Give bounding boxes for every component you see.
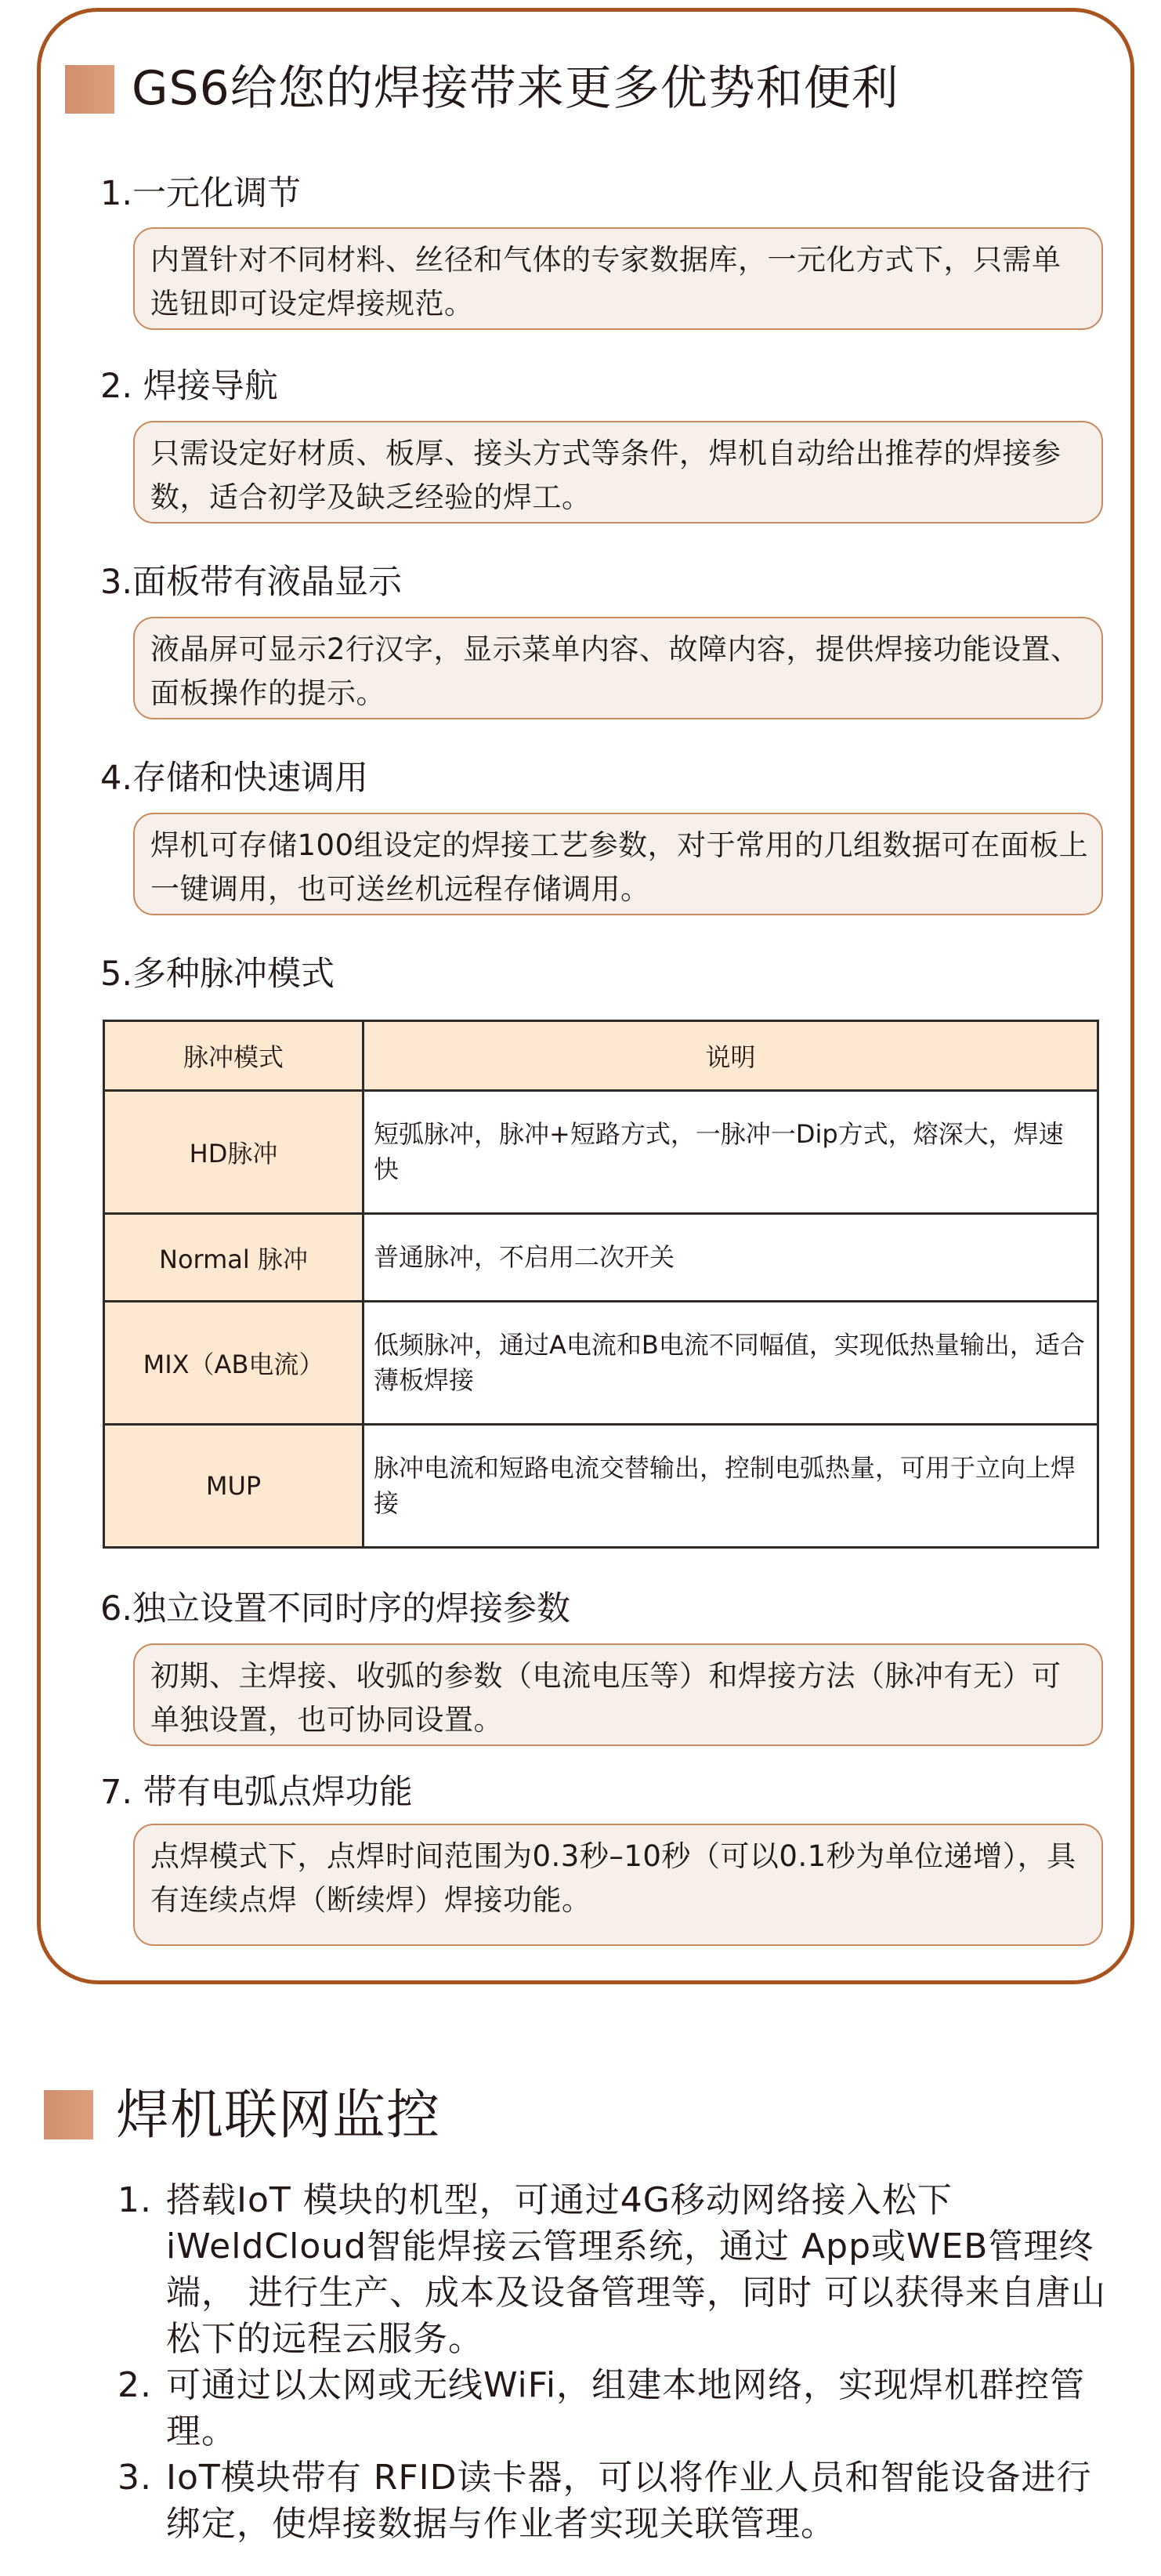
table-cell-mode: Normal 脉冲 [104, 1214, 363, 1302]
feature-heading-2: 2. 焊接导航 [100, 367, 278, 406]
feature-heading-5: 5.多种脉冲模式 [100, 955, 335, 994]
table-cell-desc: 普通脉冲，不启用二次开关 [363, 1214, 1098, 1302]
table-header-row [104, 1021, 1098, 1091]
section-title-network: 焊机联网监控 [116, 2085, 441, 2147]
table-cell-mode: MIX（AB电流） [104, 1302, 363, 1425]
list-item-number: 1. [118, 2180, 152, 2220]
table-cell-desc: 短弧脉冲，脉冲+短路方式，一脉冲一Dip方式，熔深大，焊速快 [363, 1091, 1098, 1214]
list-item-text: IoT模块带有 RFID读卡器，可以将作业人员和智能设备进行绑定，使焊接数据与作业者实现关联管理。 [166, 2458, 1092, 2544]
feature-heading-7: 7. 带有电弧点焊功能 [100, 1773, 413, 1812]
table-row [104, 1214, 1098, 1302]
feature-desc-6: 初期、主焊接、收弧的参数（电流电压等）和焊接方法（脉冲有无）可单独设置，也可协同设置。 [133, 1643, 1103, 1746]
table-header-desc: 说明 [363, 1021, 1098, 1091]
list-item-text: 搭载IoT 模块的机型，可通过4G移动网络接入松下iWeldCloud智能焊接云管理系统，通过 App或WEB管理终端， 进行生产、成本及设备管理等，同时 可以获得来自唐山松下的远程云服务。 [166, 2180, 1106, 2359]
section-marker-square [65, 65, 114, 114]
table-cell-desc: 脉冲电流和短路电流交替输出，控制电弧热量，可用于立向上焊接 [363, 1425, 1098, 1548]
feature-desc-7: 点焊模式下，点焊时间范围为0.3秒–10秒（可以0.1秒为单位递增），具有连续点焊（断续焊）焊接功能。 [133, 1824, 1103, 1946]
list-item-text: 可通过以太网或无线WiFi，组建本地网络，实现焊机群控管理。 [166, 2365, 1086, 2451]
feature-desc-2: 只需设定好材质、板厚、接头方式等条件，焊机自动给出推荐的焊接参数，适合初学及缺乏经验的焊工。 [133, 421, 1103, 524]
section-marker-square [44, 2090, 93, 2139]
table-header-mode: 脉冲模式 [104, 1021, 363, 1091]
feature-heading-1: 1.一元化调节 [100, 174, 302, 213]
network-features-list [118, 2177, 1112, 2547]
list-item-number: 2. [118, 2365, 152, 2405]
list-item [118, 2362, 1112, 2455]
table-row [104, 1425, 1098, 1548]
feature-heading-6: 6.独立设置不同时序的焊接参数 [100, 1589, 571, 1629]
table-cell-desc: 低频脉冲，通过A电流和B电流不同幅值，实现低热量输出，适合薄板焊接 [363, 1302, 1098, 1425]
table-row [104, 1302, 1098, 1425]
list-item [118, 2455, 1112, 2547]
feature-desc-1: 内置针对不同材料、丝径和气体的专家数据库，一元化方式下，只需单选钮即可设定焊接规范。 [133, 227, 1103, 330]
feature-desc-4: 焊机可存储100组设定的焊接工艺参数，对于常用的几组数据可在面板上一键调用，也可送丝机远程存储调用。 [133, 813, 1103, 915]
feature-heading-3: 3.面板带有液晶显示 [100, 563, 403, 602]
table-row [104, 1091, 1098, 1214]
feature-heading-4: 4.存储和快速调用 [100, 759, 369, 798]
pulse-mode-table [103, 1020, 1099, 1549]
table-cell-mode: MUP [104, 1425, 363, 1548]
list-item [118, 2177, 1112, 2362]
section-title-advantages: GS6给您的焊接带来更多优势和便利 [132, 61, 899, 116]
feature-desc-3: 液晶屏可显示2行汉字，显示菜单内容、故障内容，提供焊接功能设置、面板操作的提示。 [133, 617, 1103, 719]
list-item-number: 3. [118, 2458, 152, 2498]
table-cell-mode: HD脉冲 [104, 1091, 363, 1214]
